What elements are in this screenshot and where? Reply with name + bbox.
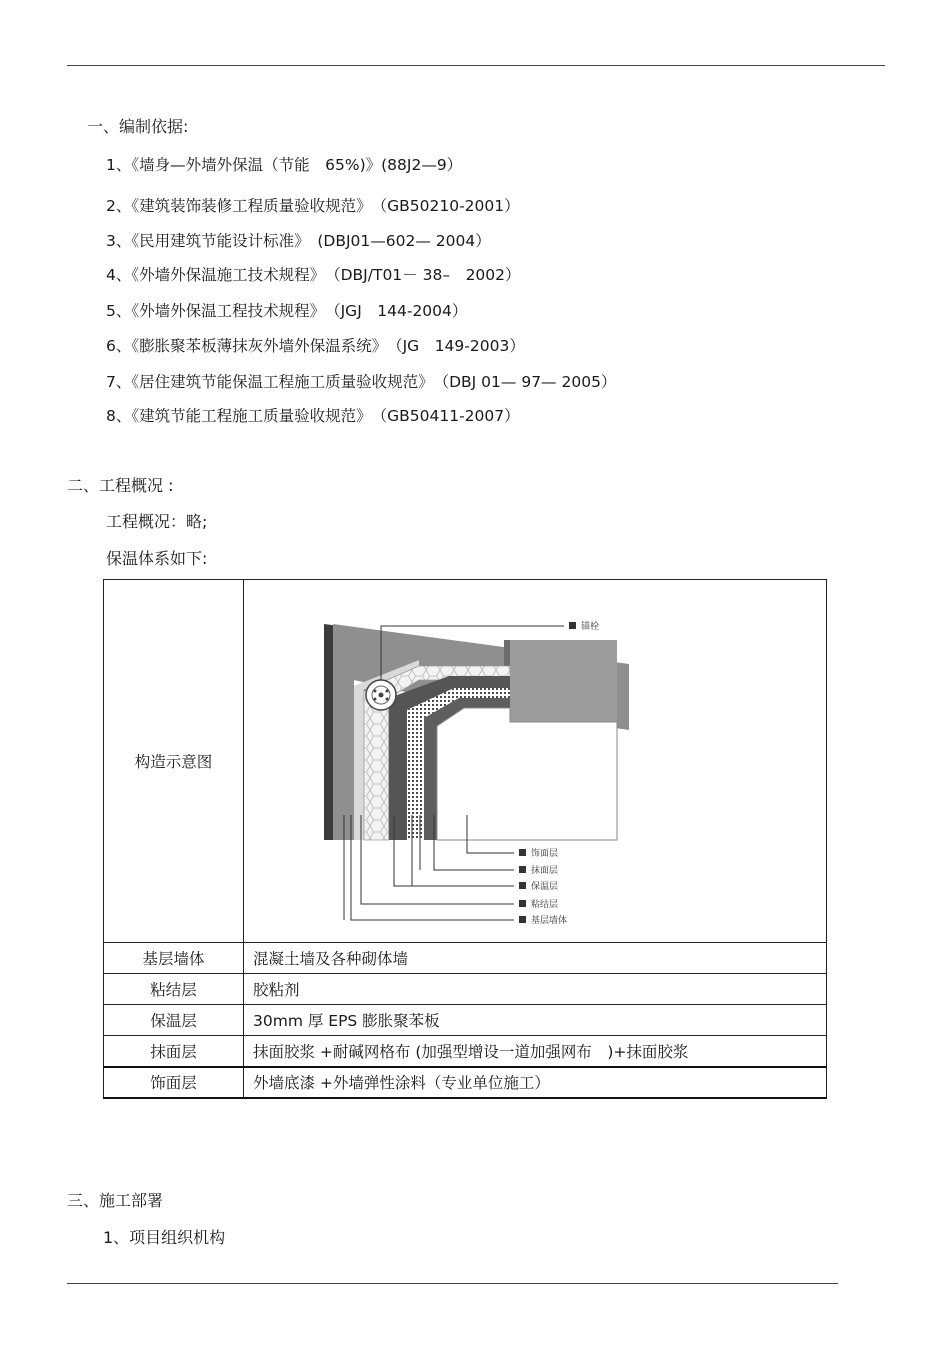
table-row: [104, 1067, 827, 1098]
adhesive-callout: 粘结层: [531, 900, 559, 910]
row-label: 粘结层: [104, 974, 244, 1005]
row-value: 混凝土墙及各种砌体墙: [244, 943, 827, 974]
row-value: 胶粘剂: [244, 974, 827, 1005]
reference-item: 8、《建筑节能工程施工质量验收规范》 （GB50411-2007）: [106, 407, 520, 425]
diagram-cell: [244, 580, 827, 943]
diagram-label-cell: [104, 580, 244, 943]
finish-callout: 饰面层: [531, 849, 559, 859]
section2-heading: 二、工程概况 :: [67, 476, 174, 495]
diagram-label: 构造示意图: [134, 753, 213, 771]
row-label: 饰面层: [104, 1067, 244, 1098]
row-label: 抹面层: [104, 1036, 244, 1067]
reference-item: 6、《膨胀聚苯板薄抹灰外墙外保温系统》 （JG 149-2003）: [106, 337, 525, 355]
footer-rule: [67, 1283, 838, 1284]
reference-item: 4、《外墙外保温施工技术规程》 （DBJ/T01－ 38– 2002）: [106, 266, 521, 284]
row-label: 基层墙体: [104, 943, 244, 974]
table-row: [104, 943, 827, 974]
reference-item: 1、《墙身—外墙外保温（节能 65%)》(88J2—9）: [106, 156, 463, 174]
anchor-callout: 锚栓: [581, 622, 600, 632]
reference-item: 2、《建筑装饰装修工程质量验收规范》 （GB50210-2001）: [106, 197, 520, 215]
system-intro: 保温体系如下:: [106, 549, 208, 568]
plaster-callout: 抹面层: [531, 866, 559, 876]
row-label: 保温层: [104, 1005, 244, 1036]
row-value: 外墙底漆 +外墙弹性涂料（专业单位施工）: [244, 1067, 827, 1098]
section3-heading: 三、施工部署: [67, 1191, 164, 1210]
overview-text: 工程概况：略;: [106, 512, 208, 531]
section3-sub1: 1、项目组织机构: [103, 1228, 226, 1247]
table-row: [104, 1036, 827, 1067]
reference-item: 3、《民用建筑节能设计标准》 (DBJ01—602— 2004）: [106, 232, 491, 250]
reference-item: 5、《外墙外保温工程技术规程》 （JGJ 144-2004）: [106, 302, 468, 320]
table-row: [104, 1005, 827, 1036]
row-value: 抹面胶浆 +耐碱网格布 (加强型增设一道加强网布 )+抹面胶浆: [244, 1036, 827, 1067]
row-value: 30mm 厚 EPS 膨胀聚苯板: [244, 1005, 827, 1036]
wall-construction-diagram: [244, 580, 825, 942]
base-wall-callout: 基层墙体: [531, 916, 568, 926]
reference-item: 7、《居住建筑节能保温工程施工质量验收规范》 （DBJ 01— 97— 2005）: [106, 373, 617, 391]
insulation-system-table: [103, 579, 827, 1099]
insulation-callout: 保温层: [531, 882, 559, 892]
header-rule: [67, 65, 885, 66]
section1-heading: 一、编制依据:: [87, 117, 189, 136]
table-row: [104, 974, 827, 1005]
